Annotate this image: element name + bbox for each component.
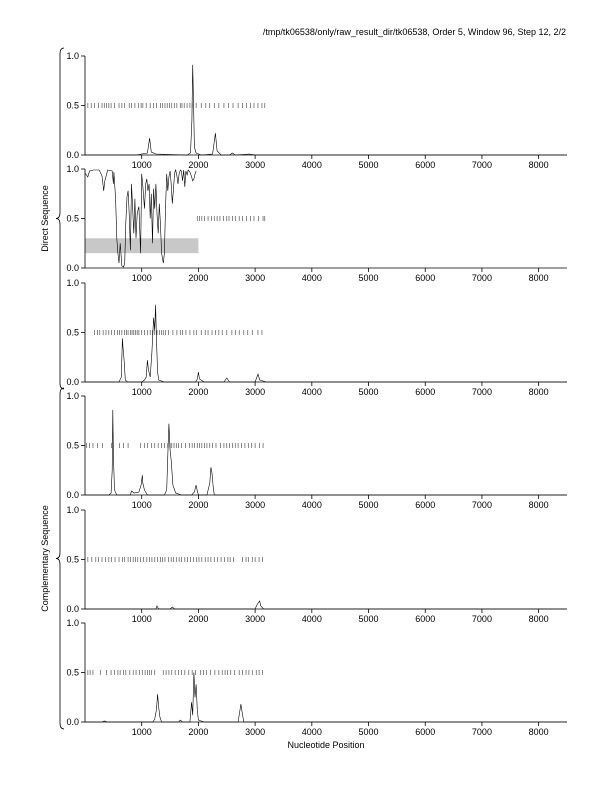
x-tick-label: 5000 (358, 500, 379, 510)
x-tick-label: 8000 (528, 273, 549, 283)
y-tick-label: 0.5 (66, 667, 79, 678)
x-tick-label: 2000 (188, 160, 209, 170)
x-tick-label: 6000 (415, 727, 436, 737)
x-tick-label: 7000 (471, 500, 492, 510)
x-tick-label: 8000 (528, 387, 549, 397)
x-tick-label: 2000 (188, 500, 209, 510)
x-tick-label: 2000 (188, 387, 209, 397)
y-tick-label: 0.5 (66, 213, 79, 224)
x-tick-label: 1000 (131, 500, 152, 510)
panel-1 (66, 51, 567, 170)
x-tick-label: 3000 (245, 387, 266, 397)
x-tick-label: 7000 (471, 160, 492, 170)
series-line (85, 673, 567, 723)
y-tick-label: 0.0 (66, 377, 79, 387)
y-tick-label: 1.0 (66, 164, 79, 174)
x-tick-label: 5000 (358, 160, 379, 170)
x-tick-label: 7000 (471, 727, 492, 737)
x-tick-label: 3000 (245, 500, 266, 510)
x-tick-label: 6000 (415, 387, 436, 397)
panel-3 (66, 278, 567, 397)
series-line (85, 65, 567, 155)
shaded-band (85, 238, 198, 253)
panel-2 (66, 164, 567, 283)
x-tick-label: 8000 (528, 500, 549, 510)
x-tick-label: 6000 (415, 273, 436, 283)
x-tick-label: 6000 (415, 160, 436, 170)
group-label: Direct Sequence (40, 185, 50, 252)
group-bracket (56, 48, 64, 389)
x-tick-label: 1000 (131, 160, 152, 170)
y-tick-label: 0.5 (66, 440, 79, 451)
x-tick-label: 4000 (301, 727, 322, 737)
x-tick-label: 8000 (528, 614, 549, 624)
x-tick-label: 8000 (528, 160, 549, 170)
x-tick-label: 1000 (131, 387, 152, 397)
x-tick-label: 5000 (358, 614, 379, 624)
x-tick-label: 3000 (245, 727, 266, 737)
x-tick-label: 1000 (131, 273, 152, 283)
y-tick-label: 0.5 (66, 554, 79, 565)
x-tick-label: 6000 (415, 614, 436, 624)
x-tick-label: 4000 (301, 273, 322, 283)
y-tick-label: 1.0 (66, 278, 79, 288)
header-title: /tmp/tk06538/only/raw_result_dir/tk06538, Order 5, Window 96, Step 12, 2/2 (262, 27, 566, 37)
series-line (85, 410, 567, 495)
x-axis-label: Nucleotide Position (287, 740, 365, 750)
chart-panels (66, 51, 567, 737)
y-tick-label: 1.0 (66, 51, 79, 61)
x-tick-label: 2000 (188, 614, 209, 624)
panel-5 (66, 505, 567, 624)
y-tick-label: 0.0 (66, 150, 79, 160)
x-tick-label: 4000 (301, 160, 322, 170)
y-tick-label: 1.0 (66, 505, 79, 515)
panel-4 (66, 391, 567, 510)
x-tick-label: 6000 (415, 500, 436, 510)
x-tick-label: 7000 (471, 387, 492, 397)
y-tick-label: 0.0 (66, 263, 79, 273)
y-tick-label: 1.0 (66, 391, 79, 401)
y-tick-label: 1.0 (66, 618, 79, 628)
x-tick-label: 5000 (358, 727, 379, 737)
x-tick-label: 3000 (245, 614, 266, 624)
y-tick-label: 0.5 (66, 100, 79, 111)
x-tick-label: 1000 (131, 614, 152, 624)
x-tick-label: 4000 (301, 387, 322, 397)
x-tick-label: 4000 (301, 614, 322, 624)
x-tick-label: 5000 (358, 273, 379, 283)
x-tick-label: 3000 (245, 273, 266, 283)
group-bracket (56, 388, 64, 729)
x-tick-label: 2000 (188, 273, 209, 283)
y-tick-label: 0.5 (66, 327, 79, 338)
x-tick-label: 7000 (471, 273, 492, 283)
panel-6 (66, 618, 567, 737)
x-tick-label: 1000 (131, 727, 152, 737)
x-tick-label: 2000 (188, 727, 209, 737)
x-tick-label: 8000 (528, 727, 549, 737)
x-tick-label: 4000 (301, 500, 322, 510)
group-brackets (40, 48, 64, 729)
y-tick-label: 0.0 (66, 490, 79, 500)
x-tick-label: 5000 (358, 387, 379, 397)
series-line (85, 601, 567, 609)
group-label: Complementary Sequence (40, 505, 50, 612)
y-tick-label: 0.0 (66, 604, 79, 614)
y-tick-label: 0.0 (66, 717, 79, 727)
x-tick-label: 3000 (245, 160, 266, 170)
series-line (85, 305, 567, 382)
x-tick-label: 7000 (471, 614, 492, 624)
